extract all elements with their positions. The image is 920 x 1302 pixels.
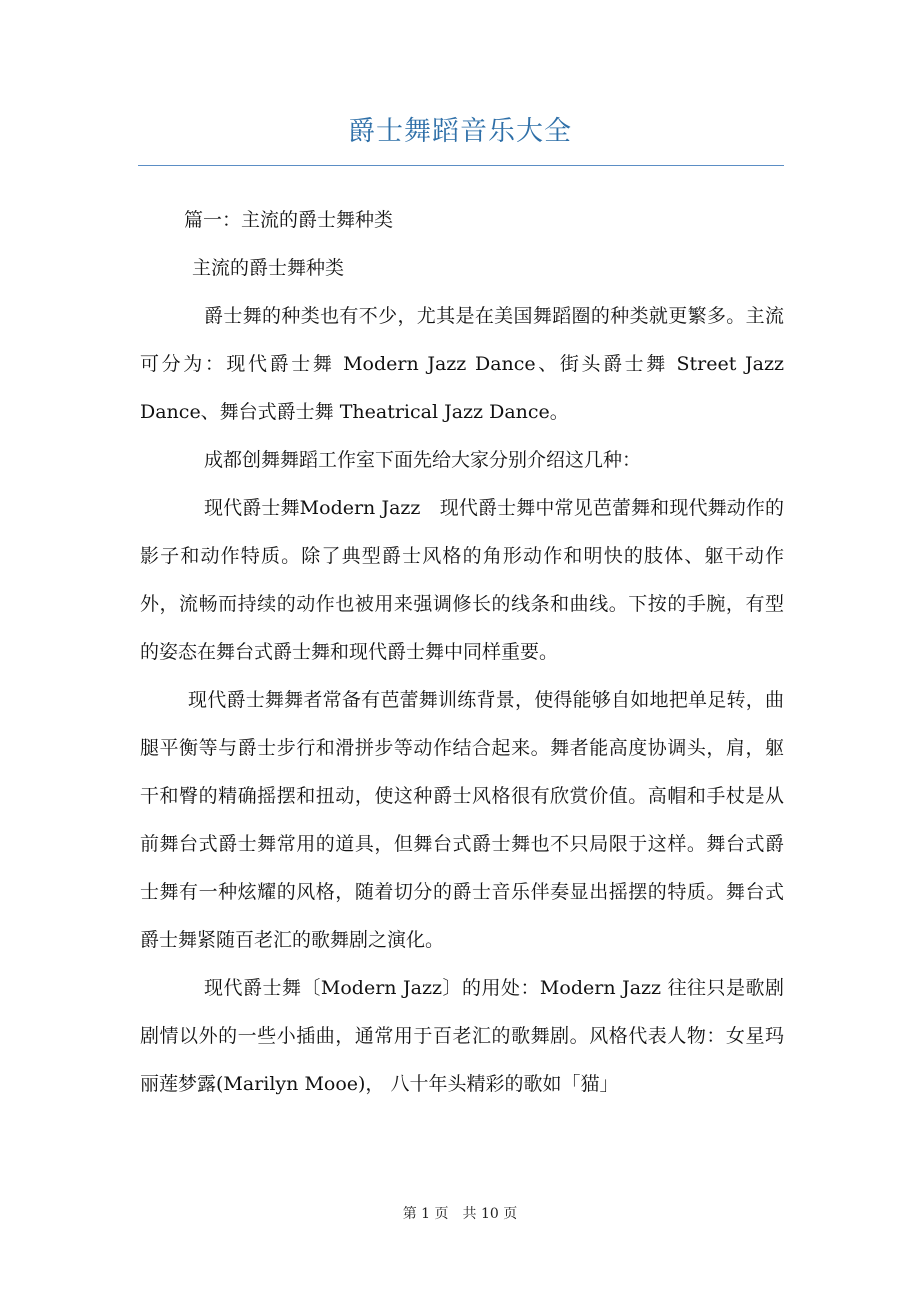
- paragraph-1: 爵士舞的种类也有不少，尤其是在美国舞蹈圈的种类就更繁多。主流可分为：现代爵士舞 Modern Jazz Dance、街头爵士舞 Street Jazz Dance、舞台式爵士舞 Theatrical Jazz Dance。: [140, 305, 784, 423]
- paragraph-4: 现代爵士舞舞者常备有芭蕾舞训练背景，使得能够自如地把单足转，曲腿平衡等与爵士步行和滑拼步等动作结合起来。舞者能高度协调头，肩，躯干和臀的精确摇摆和扭动，使这种爵士风格很有欣赏价值。高帽和手杖是从前舞台式爵士舞常用的道具，但舞台式爵士舞也不只局限于这样。舞台式爵士舞有一种炫耀的风格，随着切分的爵士音乐伴奏显出摇摆的特质。舞台式爵士舞紧随百老汇的歌舞剧之演化。: [140, 689, 784, 951]
- page-number-footer: 第 1 页 共 10 页: [402, 1206, 518, 1222]
- document-title: 爵士舞蹈音乐大全: [348, 116, 572, 147]
- paragraph-3: 现代爵士舞Modern Jazz 现代爵士舞中常见芭蕾舞和现代舞动作的影子和动作特质。除了典型爵士风格的角形动作和明快的肢体、躯干动作外，流畅而持续的动作也被用来强调修长的线条和曲线。下按的手腕，有型的姿态在舞台式爵士舞和现代爵士舞中同样重要。: [140, 497, 784, 663]
- document-body: [140, 196, 784, 1108]
- subheading: 主流的爵士舞种类: [192, 257, 345, 279]
- title-underline: [138, 165, 784, 166]
- paragraph-5: 现代爵士舞〔Modern Jazz〕的用处：Modern Jazz 往往只是歌剧剧情以外的一些小插曲，通常用于百老汇的歌舞剧。风格代表人物：女星玛丽莲梦露(Marilyn Mooe)， 八十年头精彩的歌如「猫」: [140, 977, 784, 1095]
- paragraph-2: 成都创舞舞蹈工作室下面先给大家分别介绍这几种：: [204, 449, 642, 471]
- section-heading: 篇一：主流的爵士舞种类: [184, 209, 394, 231]
